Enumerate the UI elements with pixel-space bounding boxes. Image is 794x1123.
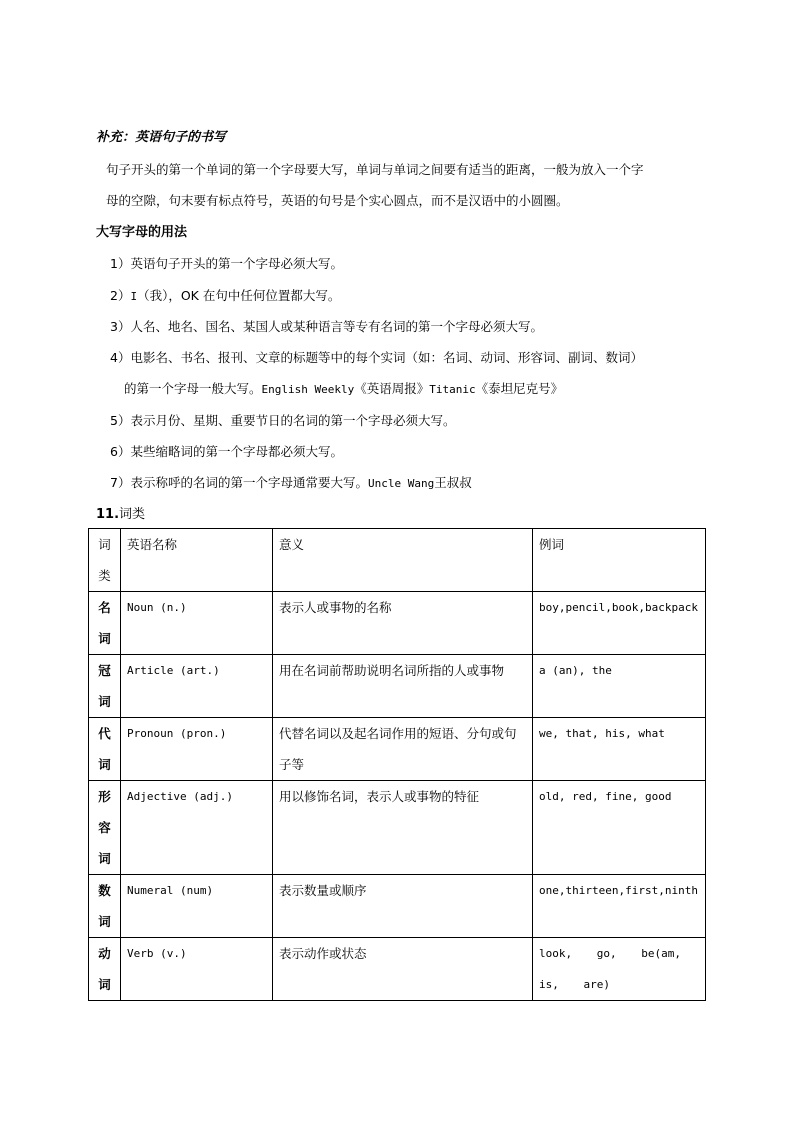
table-row: 名词 Noun (n.) 表示人或事物的名称 boy,pencil,book,backpack — [89, 592, 706, 655]
rule-2: 2）I（我），OK 在句中任何位置都大写。 — [110, 288, 341, 303]
rule-5: 5）表示月份、星期、重要节日的名词的第一个字母必须大写。 — [110, 413, 456, 428]
rule-6: 6）某些缩略词的第一个字母都必须大写。 — [110, 444, 343, 459]
parts-of-speech-table — [88, 528, 706, 1001]
rule-4: 4）电影名、书名、报刊、文章的标题等中的每个实词（如：名词、动词、形容词、副词、数词） — [110, 350, 643, 365]
table-header-row — [89, 529, 706, 592]
categories-title: 11.词类 — [96, 507, 146, 522]
header-english-name: 英语名称 — [121, 529, 273, 592]
table-row: 形容词 Adjective (adj.) 用以修饰名词，表示人或事物的特征 old, red, fine, good — [89, 781, 706, 875]
rule-1: 1）英语句子开头的第一个字母必须大写。 — [110, 256, 343, 271]
supplement-line-2: 母的空隙，句末要有标点符号，英语的句号是个实心圆点，而不是汉语中的小圆圈。 — [106, 193, 569, 208]
table-row: 冠词 Article (art.) 用在名词前帮助说明名词所指的人或事物 a (an), the — [89, 655, 706, 718]
table-row: 动词 Verb (v.) 表示动作或状态 look, go, be(am, is, are) — [89, 938, 706, 1001]
header-category: 词类 — [89, 529, 121, 592]
table-row: 代词 Pronoun (pron.) 代替名词以及起名词作用的短语、分句或句子等 we, that, his, what — [89, 718, 706, 781]
rule-7: 7）表示称呼的名词的第一个字母通常要大写。Uncle Wang王叔叔 — [110, 475, 472, 490]
table-row: 数词 Numeral (num) 表示数量或顺序 one,thirteen,first,ninth — [89, 875, 706, 938]
header-meaning: 意义 — [273, 529, 533, 592]
header-examples: 例词 — [533, 529, 706, 592]
rule-4-continued: 的第一个字母一般大写。English Weekly《英语周报》Titanic《泰坦尼克号》 — [124, 381, 564, 396]
rule-3: 3）人名、地名、国名、某国人或某种语言等专有名词的第一个字母必须大写。 — [110, 319, 543, 334]
capitals-title: 大写字母的用法 — [96, 225, 188, 240]
supplement-line-1: 句子开头的第一个单词的第一个字母要大写，单词与单词之间要有适当的距离，一般为放入一个字 — [106, 162, 644, 177]
supplement-title: 补充：英语句子的书写 — [96, 130, 227, 145]
